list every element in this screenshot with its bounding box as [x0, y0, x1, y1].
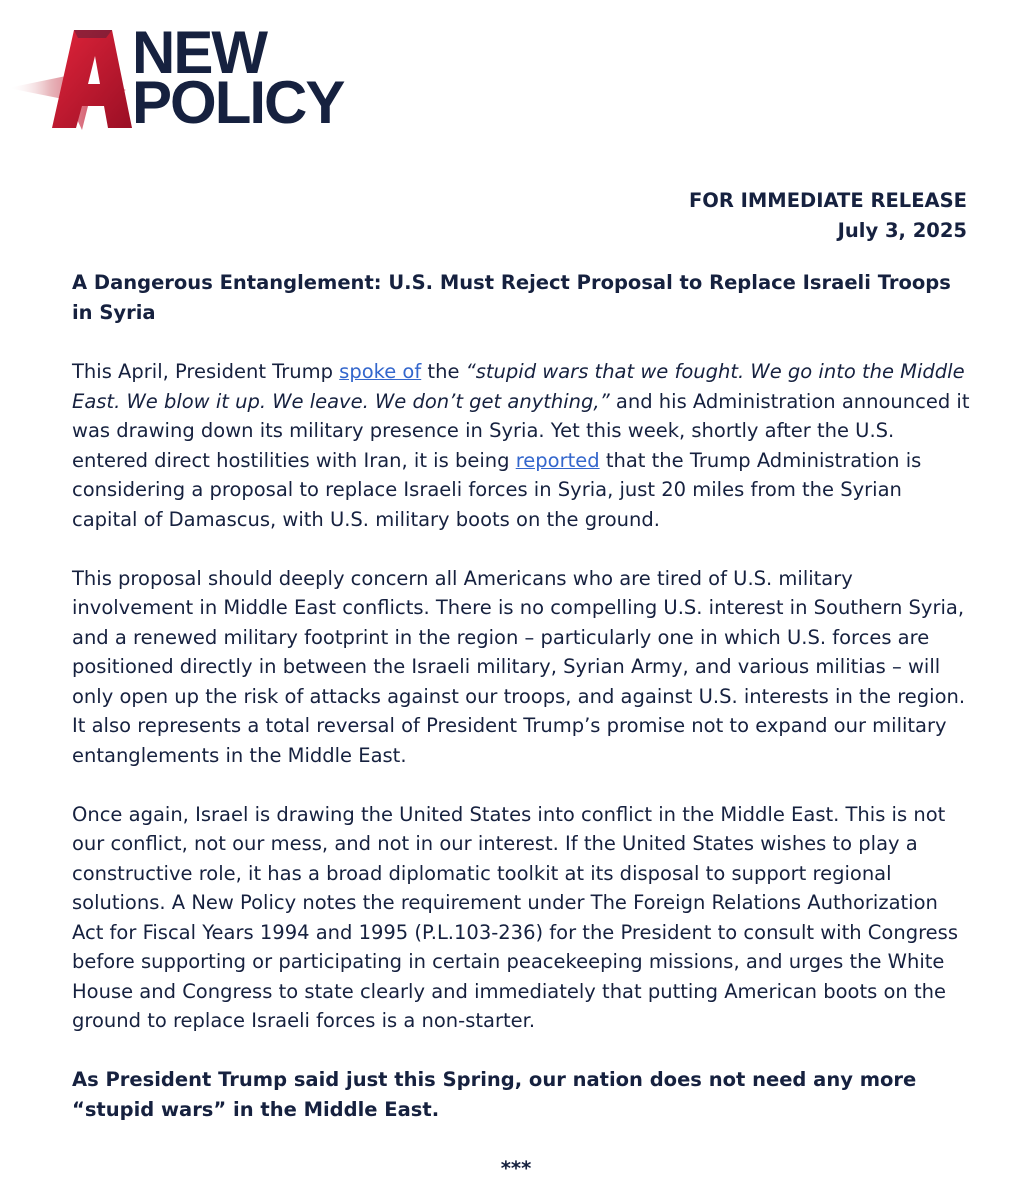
- headline: A Dangerous Entanglement: U.S. Must Reject Proposal to Replace Israeli Troops in Syria: [72, 271, 951, 324]
- end-separator: ***: [500, 1157, 532, 1180]
- release-label: FOR IMMEDIATE RELEASE: [688, 189, 967, 212]
- closing-statement: As President Trump said just this Spring, our nation does not need any more “stupid wars” in the Middle East.: [72, 1068, 917, 1121]
- spoke-of-link[interactable]: spoke of: [339, 360, 422, 383]
- logo-word-new: NEW: [132, 19, 266, 86]
- release-block: [689, 186, 967, 246]
- star-a-logo-mark-icon: [8, 26, 142, 132]
- paragraph-3: Once again, Israel is drawing the United States into conflict in the Middle East. This is not our conflict, not our mess, and not in our interest. If the United States wishes to play a constructive role, it has a broad diplomatic toolkit at its disposal to support regional solutions. A New Policy notes the requirement under The Foreign Relations Authorization Act for Fiscal Years 1994 and 1995 (P.L.103-236) for the President to consult with Congress before supporting or participating in certain peacekeeping missions, and urges the White House and Congress to state clearly and immediately that putting American boots on the ground to replace Israeli forces is a non-starter.: [72, 802, 958, 1032]
- paragraph-1-text-a: This April, President Trump: [72, 360, 340, 383]
- paragraph-2: This proposal should deeply concern all Americans who are tired of U.S. military involvement in Middle East conflicts. There is no compelling U.S. interest in Southern Syria, and a renewed military footprint in the region – particularly one in which U.S. forces are positioned directly in between the Israeli military, Syrian Army, and various militias – will only open up the risk of attacks against our troops, and against U.S. interests in the region. It also represents a total reversal of President Trump’s promise not to expand our military entanglements in the Middle East.: [72, 566, 966, 767]
- release-date: July 3, 2025: [837, 219, 967, 242]
- press-release-body: [72, 268, 972, 1184]
- paragraph-1: [72, 357, 972, 534]
- logo-word-policy: POLICY: [132, 69, 344, 136]
- paragraph-1-text-c: and his Administration announced it was drawing down its military presence in Syria. Yet this week, shortly after the U.S. entered direct hostilities with Iran, it is being: [72, 389, 970, 472]
- paragraph-1-text-b: the: [421, 360, 466, 383]
- a-new-policy-logo: [8, 19, 353, 136]
- trump-quote: “stupid wars that we fought. We go into the Middle East. We blow it up. We leave. We don’t get anything,”: [72, 360, 965, 413]
- logo-wordmark: [132, 19, 344, 136]
- reported-link[interactable]: reported: [515, 448, 600, 472]
- paragraph-1-text-d: that the Trump Administration is considering a proposal to replace Israeli forces in Syria, just 20 miles from the Syrian capital of Damascus, with U.S. military boots on the ground.: [72, 448, 922, 531]
